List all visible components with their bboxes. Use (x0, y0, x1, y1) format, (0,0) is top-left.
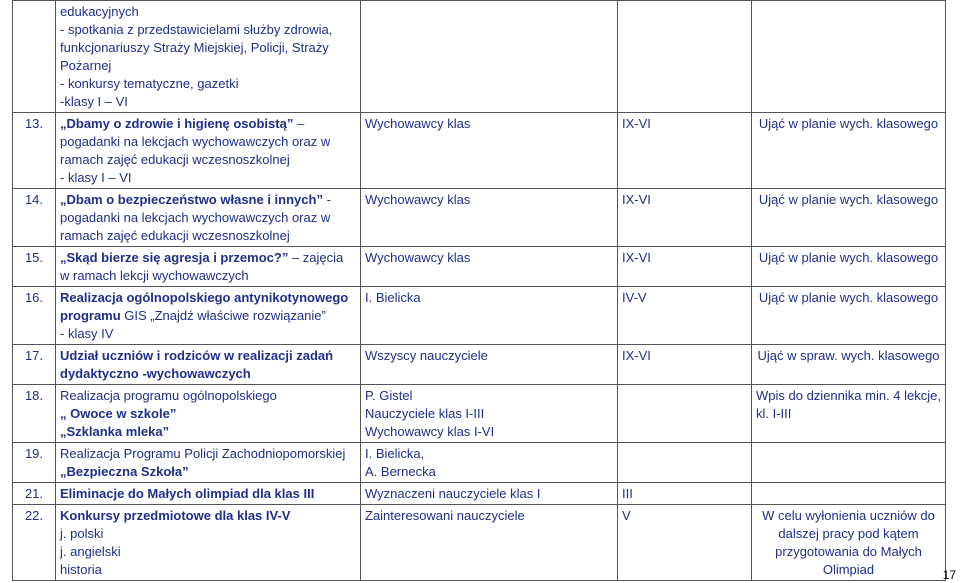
target-classes: V (618, 505, 752, 581)
target-classes: IX-VI (618, 189, 752, 247)
task-text: Realizacja Programu Policji Zachodniopomorskiej (60, 446, 346, 461)
row-number: 18. (13, 385, 56, 443)
table-row (13, 113, 946, 189)
task-text: edukacyjnych - spotkania z przedstawicielami służby zdrowia, funkcjonariuszy Straży Miejskiej, Policji, Straży Pożarnej - konkursy tematyczne, gazetki -klasy I – VI (60, 4, 333, 109)
task-description (56, 113, 361, 189)
term-notes: Wpis do dziennika min. 4 lekcje, kl. I-III (752, 385, 946, 443)
task-title: Realizacja ogólnopolskiego antynikotynowego programu (60, 290, 349, 323)
task-text: – pogadanki na lekcjach wychowawczych oraz w ramach zajęć edukacji wczesnoszkolnej - klasy I – VI (60, 116, 331, 185)
responsible-persons: Wyznaczeni nauczyciele klas I (361, 483, 618, 505)
task-text: – zajęcia w ramach lekcji wychowawczych (60, 250, 344, 283)
table-row (13, 247, 946, 287)
responsible-persons: Wychowawcy klas (361, 189, 618, 247)
term-notes: W celu wyłonienia uczniów do dalszej pracy pod kątem przygotowania do Małych Olimpiad (752, 505, 946, 581)
term-notes (752, 483, 946, 505)
responsible-persons: I. Bielicka, A. Bernecka (361, 443, 618, 483)
plan-table (12, 0, 946, 581)
row-number: 19. (13, 443, 56, 483)
task-title: „Bezpieczna Szkoła” (60, 464, 189, 479)
task-description (56, 505, 361, 581)
table-row (13, 287, 946, 345)
task-text: - pogadanki na lekcjach wychowawczych oraz w ramach zajęć edukacji wczesnoszkolnej (60, 192, 331, 243)
row-number (13, 1, 56, 113)
table-row (13, 189, 946, 247)
task-title: „Skąd bierze się agresja i przemoc?” (60, 250, 289, 265)
task-text: Realizacja programu ogólnopolskiego (60, 388, 277, 403)
target-classes: IX-VI (618, 113, 752, 189)
task-title: Eliminacje do Małych olimpiad dla klas III (60, 486, 315, 501)
row-number: 15. (13, 247, 56, 287)
term-notes (752, 443, 946, 483)
row-number: 17. (13, 345, 56, 385)
target-classes: IX-VI (618, 247, 752, 287)
table-row (13, 1, 946, 113)
responsible-persons (361, 1, 618, 113)
target-classes: III (618, 483, 752, 505)
responsible-persons: I. Bielicka (361, 287, 618, 345)
task-title: Udział uczniów i rodziców w realizacji zadań dydaktyczno -wychowawczych (60, 348, 334, 381)
task-description (56, 189, 361, 247)
term-notes: Ująć w planie wych. klasowego (752, 247, 946, 287)
term-notes: Ująć w spraw. wych. klasowego (752, 345, 946, 385)
task-description (56, 1, 361, 113)
table-row (13, 385, 946, 443)
row-number: 14. (13, 189, 56, 247)
target-classes: IV-V (618, 287, 752, 345)
task-title: „Dbamy o zdrowie i higienę osobistą” (60, 116, 294, 131)
task-text: GIS „Znajdź właściwe rozwiązanie” - klasy IV (60, 308, 326, 341)
task-description (56, 443, 361, 483)
row-number: 22. (13, 505, 56, 581)
task-title: „Dbam o bezpieczeństwo własne i innych” (60, 192, 323, 207)
table-row (13, 505, 946, 581)
term-notes: Ująć w planie wych. klasowego (752, 287, 946, 345)
row-number: 16. (13, 287, 56, 345)
task-description (56, 247, 361, 287)
target-classes: IX-VI (618, 345, 752, 385)
task-title: Konkursy przedmiotowe dla klas IV-V (60, 508, 291, 523)
responsible-persons: Wychowawcy klas (361, 247, 618, 287)
task-text: j. polski j. angielski historia (60, 526, 121, 577)
term-notes (752, 1, 946, 113)
table-row (13, 483, 946, 505)
term-notes: Ująć w planie wych. klasowego (752, 189, 946, 247)
row-number: 21. (13, 483, 56, 505)
task-title: „ Owoce w szkole” „Szklanka mleka” (60, 406, 177, 439)
task-description (56, 287, 361, 345)
table-row (13, 345, 946, 385)
task-description (56, 345, 361, 385)
target-classes (618, 1, 752, 113)
target-classes (618, 385, 752, 443)
page-number: 17 (942, 568, 956, 582)
responsible-persons: Wszyscy nauczyciele (361, 345, 618, 385)
term-notes: Ująć w planie wych. klasowego (752, 113, 946, 189)
row-number: 13. (13, 113, 56, 189)
task-description (56, 385, 361, 443)
target-classes (618, 443, 752, 483)
responsible-persons: Zainteresowani nauczyciele (361, 505, 618, 581)
responsible-persons: P. Gistel Nauczyciele klas I-III Wychowawcy klas I-VI (361, 385, 618, 443)
task-description (56, 483, 361, 505)
table-row (13, 443, 946, 483)
responsible-persons: Wychowawcy klas (361, 113, 618, 189)
